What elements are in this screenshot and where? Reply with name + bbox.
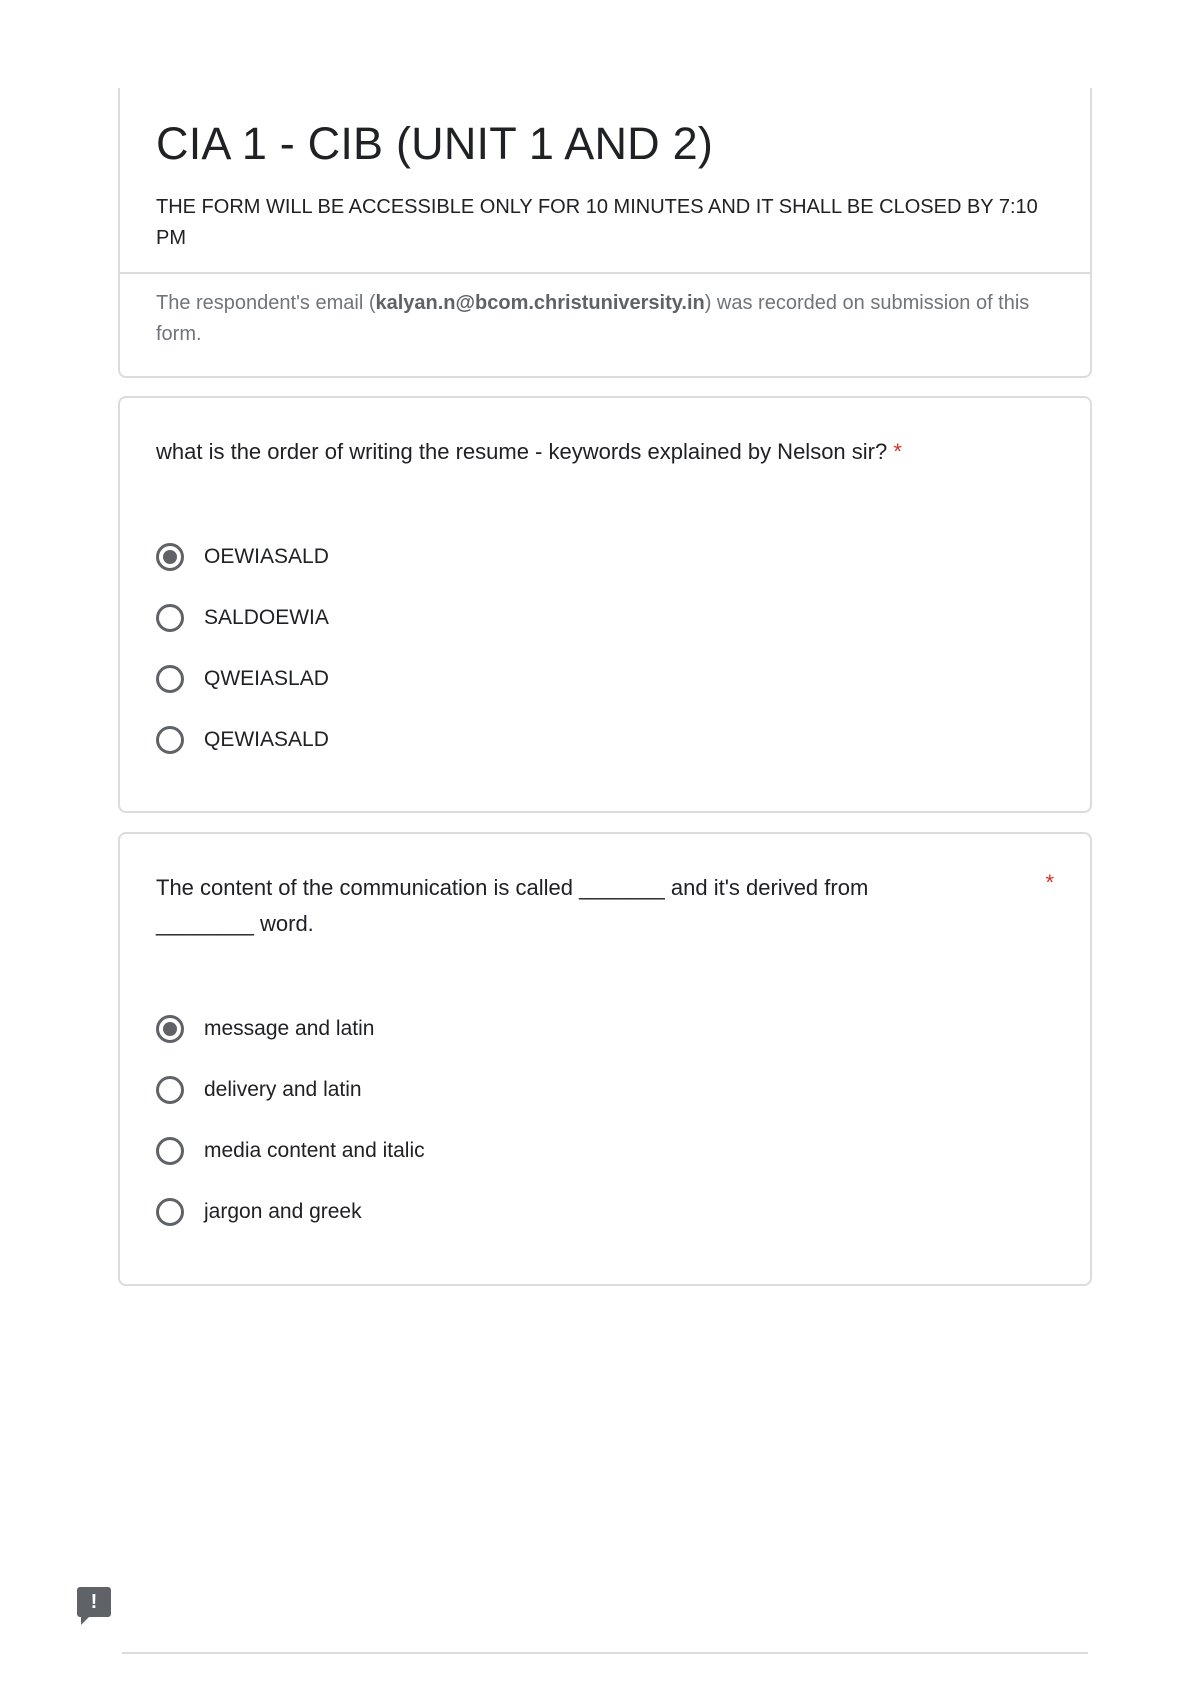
question-text: [156, 434, 956, 470]
respondent-email-note: [156, 288, 1076, 350]
question-1-options: [156, 526, 329, 770]
option-label: SALDOEWIA: [204, 605, 329, 629]
radio-button[interactable]: [156, 726, 184, 754]
radio-option[interactable]: [156, 1181, 425, 1242]
radio-option[interactable]: [156, 1059, 425, 1120]
option-label: media content and italic: [204, 1138, 425, 1162]
question-2-text: The content of the communication is called _______ and it's derived from ________ word.: [156, 875, 869, 936]
form-title: CIA 1 - CIB (UNIT 1 AND 2): [156, 118, 713, 169]
question-card-1: [118, 396, 1092, 813]
option-label: QEWIASALD: [204, 727, 329, 751]
radio-button-selected[interactable]: [156, 1015, 184, 1043]
radio-button[interactable]: [156, 1137, 184, 1165]
form-header-card: [118, 88, 1092, 378]
radio-button[interactable]: [156, 604, 184, 632]
radio-button[interactable]: [156, 665, 184, 693]
header-divider: [120, 272, 1090, 274]
radio-option[interactable]: [156, 587, 329, 648]
required-asterisk: *: [893, 439, 902, 464]
option-label: QWEIASLAD: [204, 666, 329, 690]
question-2-options: [156, 998, 425, 1242]
option-label: jargon and greek: [204, 1199, 362, 1223]
feedback-icon[interactable]: [77, 1587, 111, 1617]
feedback-glyph: !: [90, 1591, 98, 1613]
required-asterisk: *: [1045, 870, 1054, 895]
radio-button-selected[interactable]: [156, 543, 184, 571]
radio-option[interactable]: [156, 1120, 425, 1181]
respondent-email: kalyan.n@bcom.christuniversity.in: [375, 292, 705, 314]
option-label: delivery and latin: [204, 1077, 362, 1101]
question-card-2: [118, 832, 1092, 1286]
page-bottom-divider: [122, 1652, 1088, 1654]
option-label: message and latin: [204, 1016, 375, 1040]
radio-button[interactable]: [156, 1076, 184, 1104]
radio-option[interactable]: [156, 709, 329, 770]
radio-option[interactable]: [156, 526, 329, 587]
email-note-suffix: ) was recorded on submission of this form.: [156, 292, 1030, 345]
radio-button[interactable]: [156, 1198, 184, 1226]
option-label: OEWIASALD: [204, 544, 329, 568]
radio-option[interactable]: [156, 998, 425, 1059]
form-description: THE FORM WILL BE ACCESSIBLE ONLY FOR 10 MINUTES AND IT SHALL BE CLOSED BY 7:10 PM: [156, 196, 1038, 249]
question-1-text: what is the order of writing the resume - keywords explained by Nelson sir?: [156, 439, 888, 464]
radio-option[interactable]: [156, 648, 329, 709]
email-note-prefix: The respondent's email (: [156, 292, 376, 314]
